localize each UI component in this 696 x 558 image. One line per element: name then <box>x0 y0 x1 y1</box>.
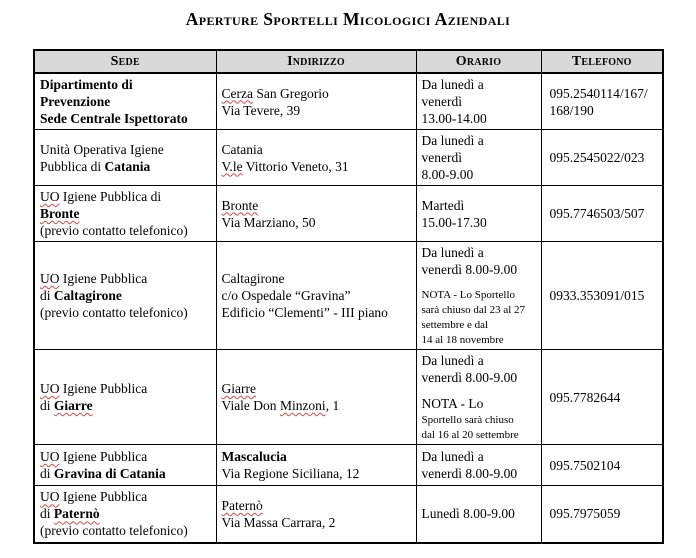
indirizzo-cell: Mascalucia Via Regione Siciliana, 12 <box>216 445 416 486</box>
col-header-telefono: Telefono <box>541 50 663 73</box>
header-row <box>34 50 663 73</box>
indirizzo-cell: Catania V.le Vittorio Veneto, 31 <box>216 130 416 186</box>
document-page <box>0 9 696 544</box>
sede-cell: UO Igiene Pubblica di Bronte (previo contatto telefonico) <box>34 186 216 242</box>
telefono-cell: 095.7502104 <box>541 445 663 486</box>
table-row <box>34 445 663 486</box>
sede-cell: Unità Operativa Igiene Pubblica di Catania <box>34 130 216 186</box>
orario-cell: Da lunedì a venerdì 8.00-9.00 NOTA - Lo Sportello sarà chiuso dal 16 al 20 settembre <box>416 350 541 445</box>
telefono-cell: 095.2545022/023 <box>541 130 663 186</box>
indirizzo-cell: Giarre Viale Don Minzoni, 1 <box>216 350 416 445</box>
sportelli-table <box>33 49 664 544</box>
table-row <box>34 186 663 242</box>
col-header-indirizzo: Indirizzo <box>216 50 416 73</box>
table-row <box>34 350 663 445</box>
table-row <box>34 73 663 130</box>
indirizzo-cell: Paternò Via Massa Carrara, 2 <box>216 486 416 543</box>
table-row <box>34 130 663 186</box>
orario-cell: Da lunedì a venerdì 8.00-9.00 <box>416 445 541 486</box>
col-header-orario: Orario <box>416 50 541 73</box>
indirizzo-cell: Caltagirone c/o Ospedale “Gravina” Edificio “Clementi” - III piano <box>216 242 416 350</box>
table-row <box>34 486 663 543</box>
telefono-cell: 095.2540114/167/ 168/190 <box>541 73 663 130</box>
sede-cell: UO Igiene Pubblica di Caltagirone (previo contatto telefonico) <box>34 242 216 350</box>
orario-cell: Da lunedì a venerdì 8.00-9.00 <box>416 130 541 186</box>
telefono-cell: 095.7975059 <box>541 486 663 543</box>
indirizzo-cell: Bronte Via Marziano, 50 <box>216 186 416 242</box>
orario-cell: Da lunedì a venerdì 8.00-9.00 NOTA - Lo Sportello sarà chiuso dal 23 al 27 settembre e dal 14 al 18 novembre <box>416 242 541 350</box>
sede-cell: Dipartimento di Prevenzione Sede Centrale Ispettorato <box>34 73 216 130</box>
sede-cell: UO Igiene Pubblica di Paternò (previo contatto telefonico) <box>34 486 216 543</box>
telefono-cell: 0933.353091/015 <box>541 242 663 350</box>
indirizzo-cell: Cerza San Gregorio Via Tevere, 39 <box>216 73 416 130</box>
orario-cell: Martedì 15.00-17.30 <box>416 186 541 242</box>
telefono-cell: 095.7746503/507 <box>541 186 663 242</box>
sede-cell: UO Igiene Pubblica di Giarre <box>34 350 216 445</box>
col-header-sede: Sede <box>34 50 216 73</box>
page-title: Aperture Sportelli Micologici Aziendali <box>185 9 511 29</box>
table-row <box>34 242 663 350</box>
telefono-cell: 095.7782644 <box>541 350 663 445</box>
sede-cell: UO Igiene Pubblica di Gravina di Catania <box>34 445 216 486</box>
orario-cell: Da lunedì a venerdì 13.00-14.00 <box>416 73 541 130</box>
orario-cell: Lunedì 8.00-9.00 <box>416 486 541 543</box>
